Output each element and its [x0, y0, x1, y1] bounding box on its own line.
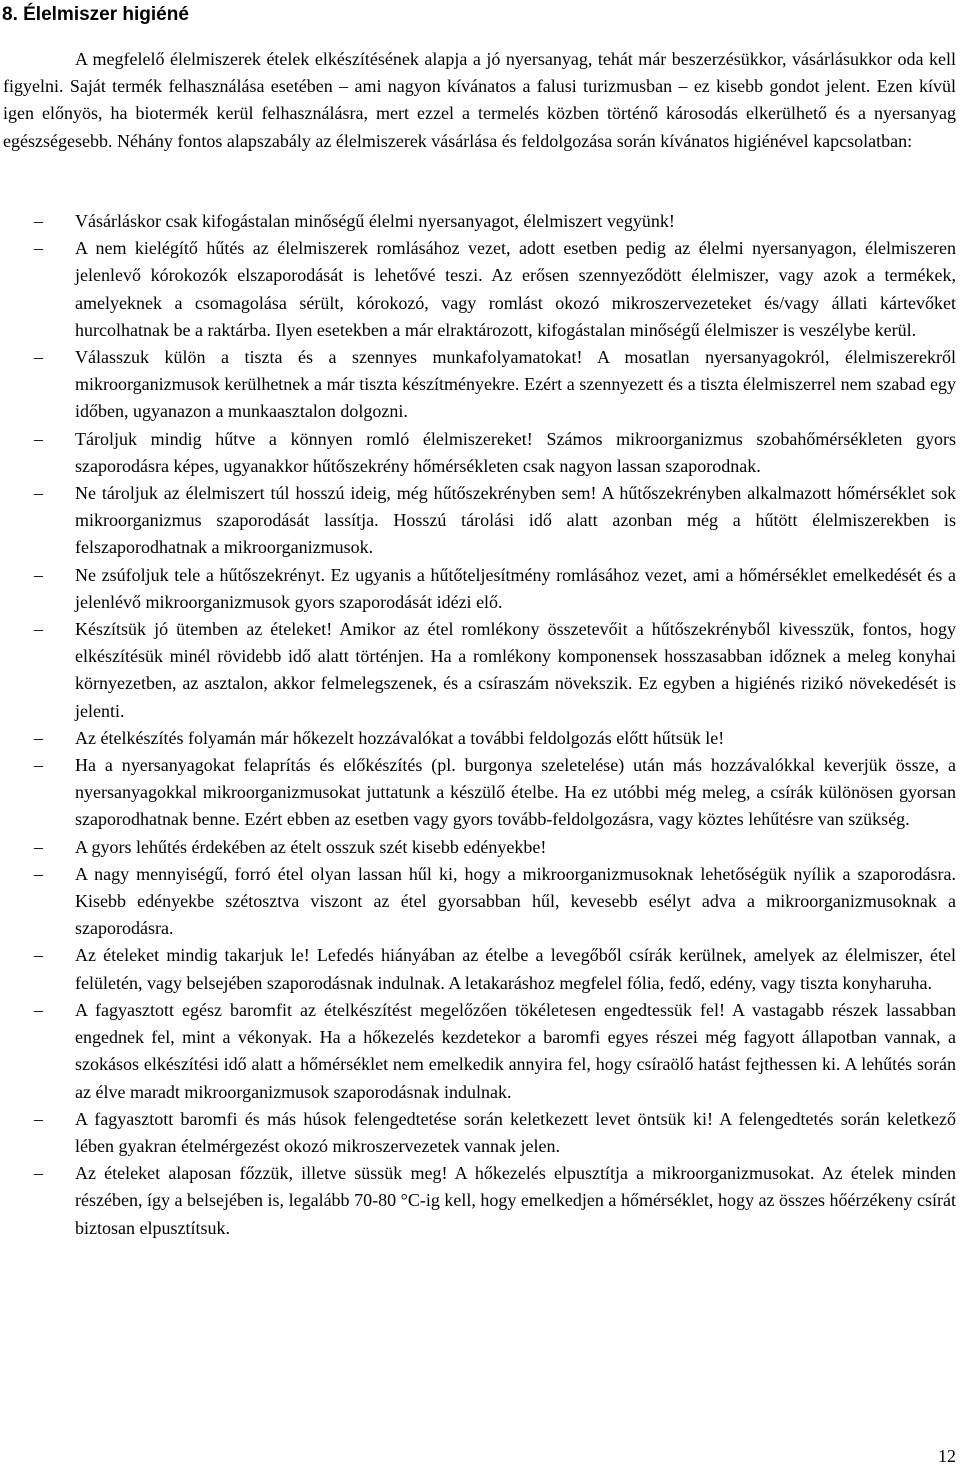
- list-item-text: A nem kielégítő hűtés az élelmiszerek romlásához vezet, adott esetben pedig az élelmi nyersanyagon, élelmiszeren jelenlevő kórokozók elszaporodását is lehetővé teszi. Az erősen szennyeződött élelmiszer, vagy azok a termékek, amelyeknek a csomagolása sérült, kórokozó, vagy romlást okozó mikroszervezeteket és/vagy állati kártevőket hurcolhatnak be a raktárba. Ilyen esetekben a már elraktározott, kifogástalan minőségű élelmiszer is veszélybe kerül.: [75, 238, 956, 340]
- list-item-text: Az ételkészítés folyamán már hőkezelt hozzávalókat a további feldolgozás előtt hűtsük le!: [75, 727, 725, 748]
- list-item-text: Tároljuk mindig hűtve a könnyen romló élelmiszereket! Számos mikroorganizmus szobahőmérsékleten gyors szaporodásra képes, ugyanakkor hűtőszekrény hőmérsékleten csak nagyon lassan szaporodnak.: [75, 428, 956, 476]
- bullet-dash-icon: ‒: [34, 211, 43, 231]
- list-item-text: Az ételeket mindig takarjuk le! Lefedés hiányában az ételbe a levegőből csírák kerülnek, amelyek az élelmiszer, étel felületén, vagy belsejében szaporodásnak indulnak. A letakaráshoz megfelel fólia, fedő, edény, vagy tiszta konyharuha.: [75, 945, 956, 993]
- list-item-text: A fagyasztott egész baromfit az ételkészítést megelőzően tökéletesen engedtessük fel! A vastagabb részek lassabban engednek fel, mint a vékonyak. Ha a hőkezelés kezdetekor a baromfi egyes részei még fagyott állapotban vannak, a szokásos elkészítési idő alatt a hőmérséklet nem emelkedik annyira fel, hogy csíraölő hatást fejthessen ki. A lehűtés során az élve maradt mikroorganizmusok szaporodásnak indulnak.: [75, 999, 956, 1102]
- bullet-dash-icon: ‒: [34, 999, 43, 1020]
- list-item: [3, 834, 956, 861]
- bullet-dash-icon: ‒: [34, 238, 43, 259]
- list-item-text: Ne zsúfoljuk tele a hűtőszekrényt. Ez ugyanis a hűtőteljesítmény romlásához vezet, ami a hőmérséklet emelkedését és a jelenlévő mikroorganizmusok gyors szaporodását idézi elő.: [75, 564, 956, 612]
- list-item-text: Vásárláskor csak kifogástalan minőségű élelmi nyersanyagot, élelmiszert vegyünk!: [75, 211, 675, 231]
- list-item: [3, 942, 956, 996]
- hygiene-rules-list: [3, 208, 956, 1242]
- bullet-dash-icon: ‒: [34, 1163, 43, 1184]
- list-item-text: Az ételeket alaposan főzzük, illetve süssük meg! A hőkezelés elpusztítja a mikroorganizmusokat. Az ételek minden részében, így a belsejében is, legalább 70-80 °C-ig kell, hogy emelkedjen a hőmérséklet, hogy az összes hőérzékeny csírát biztosan elpusztítsuk.: [75, 1163, 956, 1238]
- list-item-text: Ha a nyersanyagokat felaprítás és előkészítés (pl. burgonya szeletelése) után más hozzávalókkal keverjük össze, a nyersanyagokkal mikroorganizmusokat juttatunk a készülő ételbe. Ha ez utóbbi még meleg, a csírák különösen gyorsan szaporodhatnak benne. Ezért ebben az esetben vagy gyors tovább-feldolgozásra, vagy köztes lehűtésre van szükség.: [75, 755, 956, 830]
- bullet-dash-icon: ‒: [34, 564, 43, 585]
- list-item: [3, 344, 956, 426]
- bullet-dash-icon: ‒: [34, 945, 43, 966]
- list-item: [3, 861, 956, 943]
- list-item-text: A nagy mennyiségű, forró étel olyan lassan hűl ki, hogy a mikroorganizmusoknak lehetőségük nyílik a szaporodásra. Kisebb edényekbe szétosztva viszont az étel gyorsabban hűl, kevesebb esélyt adva a mikroorganizmusoknak a szaporodásra.: [75, 863, 956, 939]
- page-number: 12: [938, 1446, 956, 1466]
- bullet-dash-icon: ‒: [34, 727, 43, 748]
- list-item: [3, 235, 956, 344]
- list-item: [3, 997, 956, 1106]
- list-item: [3, 752, 956, 834]
- list-item: [3, 725, 956, 752]
- list-item: [3, 616, 956, 725]
- list-item: [3, 562, 956, 616]
- list-item: [3, 208, 956, 235]
- bullet-dash-icon: ‒: [34, 347, 43, 368]
- bullet-dash-icon: ‒: [34, 619, 43, 640]
- list-item: [3, 1160, 956, 1242]
- bullet-dash-icon: ‒: [34, 836, 43, 857]
- bullet-dash-icon: ‒: [34, 483, 43, 504]
- section-heading: 8. Élelmiszer higiéné: [2, 4, 189, 25]
- list-item-text: Válasszuk külön a tiszta és a szennyes munkafolyamatokat! A mosatlan nyersanyagokról, élelmiszerekről mikroorganizmusok kerülhetnek a már tiszta készítményekre. Ezért a szennyezett és a tiszta élelmiszerrel nem szabad egy időben, ugyanazon a munkaasztalon dolgozni.: [75, 347, 956, 422]
- intro-paragraph: A megfelelő élelmiszerek ételek elkészítésének alapja a jó nyersanyag, tehát már beszerzésükkor, vásárlásukkor oda kell figyelni. Saját termék felhasználása esetében ‒ ami nagyon kívánatos a falusi turizmusban ‒ ez kisebb gondot jelent. Ezen kívül igen előnyös, ha biotermék kerül felhasználásra, mert ezzel a termelés közben történő károsodás elkerülhető és a nyersanyag egészségesebb. Néhány fontos alapszabály az élelmiszerek vásárlása és feldolgozása során kívánatos higiénével kapcsolatban:: [3, 49, 956, 151]
- list-item-text: A fagyasztott baromfi és más húsok felengedtetése során keletkezett levet öntsük ki! A felengedtetés során keletkező lében gyakran ételmérgezést okozó mikroszervezetek vannak jelen.: [75, 1108, 956, 1156]
- list-item-text: A gyors lehűtés érdekében az ételt osszuk szét kisebb edényekbe!: [75, 836, 547, 857]
- list-item: [3, 426, 956, 480]
- list-item: [3, 1106, 956, 1160]
- list-item-text: Ne tároljuk az élelmiszert túl hosszú ideig, még hűtőszekrényben sem! A hűtőszekrényben alkalmazott hőmérséklet sok mikroorganizmus szaporodását lassítja. Hosszú tárolási idő alatt azonban még a hűtött élelmiszerekben is felszaporodhatnak a mikroorganizmusok.: [75, 483, 956, 558]
- bullet-dash-icon: ‒: [34, 1108, 43, 1129]
- list-item-text: Készítsük jó ütemben az ételeket! Amikor az étel romlékony összetevőit a hűtőszekrényből kivesszük, fontos, hogy elkészítésük minél rövidebb idő alatt történjen. Ha a romlékony komponensek hosszasabban időznek a meleg konyhai környezetben, az asztalon, akkor felmelegszenek, és a csíraszám növekszik. Ez egyben a higiénés rizikó növekedését is jelenti.: [75, 619, 956, 721]
- bullet-dash-icon: ‒: [34, 863, 43, 884]
- list-item: [3, 480, 956, 562]
- bullet-dash-icon: ‒: [34, 755, 43, 776]
- bullet-dash-icon: ‒: [34, 428, 43, 449]
